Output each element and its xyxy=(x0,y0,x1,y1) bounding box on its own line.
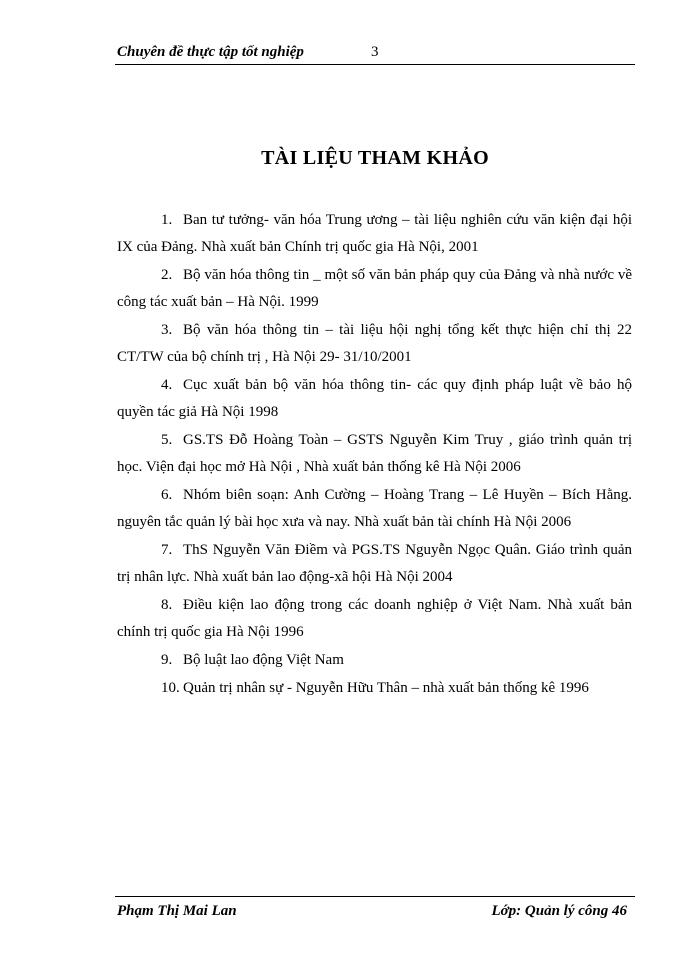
reference-item xyxy=(117,647,632,674)
reference-number: 3. xyxy=(161,322,173,338)
reference-text: Điều kiện lao động trong các doanh nghiệp ở Việt Nam. Nhà xuất bản chính trị quốc gia Hà Nội 1996 xyxy=(117,597,632,640)
reference-number: 10. xyxy=(161,680,180,696)
page-number: 3 xyxy=(371,44,379,60)
header-title: Chuyên đề thực tập tốt nghiệp xyxy=(117,44,304,60)
document-title: TÀI LIỆU THAM KHẢO xyxy=(261,147,489,169)
reference-item xyxy=(117,675,632,702)
reference-text: ThS Nguyễn Văn Điềm và PGS.TS Nguyễn Ngọc Quân. Giáo trình quản trị nhân lực. Nhà xuất bản lao động-xã hội Hà Nội 2004 xyxy=(117,542,632,585)
reference-number: 2. xyxy=(161,267,173,283)
reference-item xyxy=(117,372,632,426)
reference-number: 8. xyxy=(161,597,173,613)
reference-item xyxy=(117,427,632,481)
reference-item xyxy=(117,207,632,261)
reference-list xyxy=(117,207,632,703)
reference-item xyxy=(117,482,632,536)
reference-number: 9. xyxy=(161,652,173,668)
page-footer xyxy=(115,896,635,923)
reference-item xyxy=(117,262,632,316)
reference-text: Ban tư tưởng- văn hóa Trung ương – tài liệu nghiên cứu văn kiện đại hội IX của Đảng. Nhà xuất bản Chính trị quốc gia Hà Nội, 2001 xyxy=(117,212,632,255)
footer-author: Phạm Thị Mai Lan xyxy=(117,903,237,919)
reference-number: 5. xyxy=(161,432,173,448)
reference-text: Bộ luật lao động Việt Nam xyxy=(183,652,344,668)
reference-number: 4. xyxy=(161,377,173,393)
reference-item xyxy=(117,592,632,646)
reference-text: GS.TS Đỗ Hoàng Toàn – GSTS Nguyễn Kim Truy , giáo trình quản trị học. Viện đại học mở Hà Nội , Nhà xuất bản thống kê Hà Nội 2006 xyxy=(117,432,632,475)
footer-class: Lớp: Quản lý công 46 xyxy=(491,903,627,919)
page-header xyxy=(115,42,635,65)
reference-text: Bộ văn hóa thông tin _ một số văn bản pháp quy của Đảng và nhà nước về công tác xuất bản – Hà Nội. 1999 xyxy=(117,267,632,310)
reference-number: 7. xyxy=(161,542,173,558)
reference-number: 6. xyxy=(161,487,173,503)
reference-text: Quản trị nhân sự - Nguyễn Hữu Thân – nhà xuất bản thống kê 1996 xyxy=(183,680,589,696)
reference-item xyxy=(117,317,632,371)
reference-text: Nhóm biên soạn: Anh Cường – Hoàng Trang – Lê Huyền – Bích Hằng. nguyên tắc quản lý bài học xưa và nay. Nhà xuất bản tài chính Hà Nội 2006 xyxy=(117,487,632,530)
reference-text: Bộ văn hóa thông tin – tài liệu hội nghị tổng kết thực hiện chỉ thị 22 CT/TW của bộ chính trị , Hà Nội 29- 31/10/2001 xyxy=(117,322,632,365)
reference-text: Cục xuất bản bộ văn hóa thông tin- các quy định pháp luật về bảo hộ quyền tác giả Hà Nội 1998 xyxy=(117,377,632,420)
reference-item xyxy=(117,537,632,591)
reference-number: 1. xyxy=(161,212,173,228)
